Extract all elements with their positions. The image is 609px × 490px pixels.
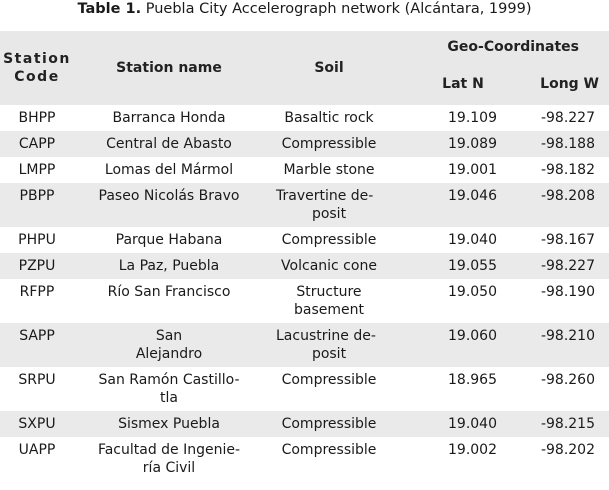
cell-lat: 19.089 bbox=[448, 136, 497, 152]
soil-line: Compressible bbox=[281, 136, 377, 152]
cell-station-code: CAPP bbox=[18, 136, 56, 152]
cell-lat: 19.046 bbox=[448, 188, 497, 204]
cell-soil bbox=[264, 279, 394, 323]
cell-station-name bbox=[74, 411, 264, 437]
cell-soil bbox=[264, 131, 394, 157]
table-row bbox=[0, 279, 609, 323]
cell-soil bbox=[264, 437, 394, 481]
cell-station-name bbox=[74, 157, 264, 183]
station-name-line: Río San Francisco bbox=[107, 284, 231, 300]
cell-soil bbox=[264, 411, 394, 437]
header-code-line2: Code bbox=[14, 69, 60, 85]
header-row-1 bbox=[0, 31, 609, 63]
soil-line: Compressible bbox=[281, 372, 377, 388]
cell-long: -98.208 bbox=[540, 188, 595, 204]
soil-line: Lacustrine de- bbox=[276, 328, 376, 344]
header-soil: Soil bbox=[264, 31, 394, 105]
cell-station-code: LMPP bbox=[18, 162, 56, 178]
cell-soil bbox=[264, 157, 394, 183]
header-geo-coordinates: Geo-Coordinates bbox=[394, 31, 609, 63]
soil-line: Volcanic cone bbox=[281, 258, 377, 274]
cell-station-code: PZPU bbox=[18, 258, 56, 274]
cell-station-name bbox=[74, 227, 264, 253]
caption-text: Puebla City Accelerograph network (Alcántara, 1999) bbox=[141, 1, 532, 17]
table-row bbox=[0, 253, 609, 279]
table-row bbox=[0, 131, 609, 157]
cell-station-name bbox=[74, 183, 264, 227]
station-name-line: ría Civil bbox=[142, 460, 196, 476]
cell-station-name bbox=[74, 279, 264, 323]
station-name-line: Barranca Honda bbox=[112, 110, 226, 126]
cell-long: -98.182 bbox=[540, 162, 595, 178]
cell-lat: 19.055 bbox=[448, 258, 497, 274]
cell-station-name bbox=[74, 253, 264, 279]
station-name-line: Lomas del Mármol bbox=[104, 162, 234, 178]
station-name-line: Alejandro bbox=[135, 346, 203, 362]
cell-lat: 19.050 bbox=[448, 284, 497, 300]
cell-lat: 19.002 bbox=[448, 442, 497, 458]
cell-lat: 19.109 bbox=[448, 110, 497, 126]
table-row bbox=[0, 183, 609, 227]
header-code-line1: Station bbox=[3, 51, 71, 67]
station-name-line: tla bbox=[160, 390, 178, 406]
table-row bbox=[0, 367, 609, 411]
cell-station-code: SRPU bbox=[18, 372, 56, 388]
header-station-code bbox=[0, 31, 74, 105]
soil-line: basement bbox=[294, 302, 364, 318]
cell-station-code: PHPU bbox=[18, 232, 56, 248]
header-station-name: Station name bbox=[74, 31, 264, 105]
cell-long: -98.188 bbox=[540, 136, 595, 152]
soil-line: Compressible bbox=[281, 416, 377, 432]
soil-line: Structure bbox=[296, 284, 362, 300]
station-name-line: La Paz, Puebla bbox=[118, 258, 220, 274]
table-header bbox=[0, 31, 609, 105]
table-caption bbox=[0, 0, 609, 18]
cell-station-code: BHPP bbox=[18, 110, 56, 126]
cell-lat: 19.040 bbox=[448, 416, 497, 432]
header-long: Long W bbox=[507, 63, 609, 105]
cell-station-code: PBPP bbox=[19, 188, 55, 204]
station-name-line: San bbox=[155, 328, 183, 344]
soil-line: posit bbox=[311, 346, 347, 362]
cell-station-code: SXPU bbox=[18, 416, 56, 432]
station-name-line: Parque Habana bbox=[115, 232, 223, 248]
cell-long: -98.215 bbox=[540, 416, 595, 432]
cell-long: -98.227 bbox=[540, 258, 595, 274]
cell-soil bbox=[264, 253, 394, 279]
caption-label: Table 1. bbox=[77, 1, 142, 17]
cell-station-code: RFPP bbox=[19, 284, 55, 300]
cell-soil bbox=[264, 367, 394, 411]
table-row bbox=[0, 157, 609, 183]
cell-lat: 19.060 bbox=[448, 328, 497, 344]
station-name-line: Paseo Nicolás Bravo bbox=[98, 188, 240, 204]
cell-station-name bbox=[74, 105, 264, 131]
cell-station-code: SAPP bbox=[19, 328, 55, 344]
cell-long: -98.210 bbox=[540, 328, 595, 344]
cell-station-name bbox=[74, 323, 264, 367]
station-name-line: Facultad de Ingenie- bbox=[97, 442, 241, 458]
soil-line: Marble stone bbox=[283, 162, 375, 178]
table-body bbox=[0, 105, 609, 481]
cell-soil bbox=[264, 183, 394, 227]
accelerograph-table bbox=[0, 31, 609, 481]
soil-line: Compressible bbox=[281, 442, 377, 458]
cell-lat: 19.001 bbox=[448, 162, 497, 178]
header-lat: Lat N bbox=[394, 63, 507, 105]
cell-soil bbox=[264, 105, 394, 131]
soil-line: Compressible bbox=[281, 232, 377, 248]
table-row bbox=[0, 227, 609, 253]
cell-lat: 18.965 bbox=[448, 372, 497, 388]
cell-station-code: UAPP bbox=[18, 442, 56, 458]
station-name-line: Central de Abasto bbox=[106, 136, 232, 152]
table-row bbox=[0, 437, 609, 481]
table-row bbox=[0, 411, 609, 437]
cell-long: -98.167 bbox=[540, 232, 595, 248]
cell-long: -98.202 bbox=[540, 442, 595, 458]
cell-station-name bbox=[74, 437, 264, 481]
cell-station-name bbox=[74, 131, 264, 157]
cell-long: -98.190 bbox=[540, 284, 595, 300]
soil-line: posit bbox=[311, 206, 347, 222]
cell-soil bbox=[264, 323, 394, 367]
station-name-line: Sismex Puebla bbox=[118, 416, 220, 432]
soil-line: Basaltic rock bbox=[284, 110, 374, 126]
station-name-line: San Ramón Castillo- bbox=[98, 372, 240, 388]
cell-long: -98.260 bbox=[540, 372, 595, 388]
cell-station-name bbox=[74, 367, 264, 411]
table-row bbox=[0, 105, 609, 131]
table-row bbox=[0, 323, 609, 367]
cell-soil bbox=[264, 227, 394, 253]
cell-lat: 19.040 bbox=[448, 232, 497, 248]
soil-line: Travertine de- bbox=[276, 188, 374, 204]
cell-long: -98.227 bbox=[540, 110, 595, 126]
